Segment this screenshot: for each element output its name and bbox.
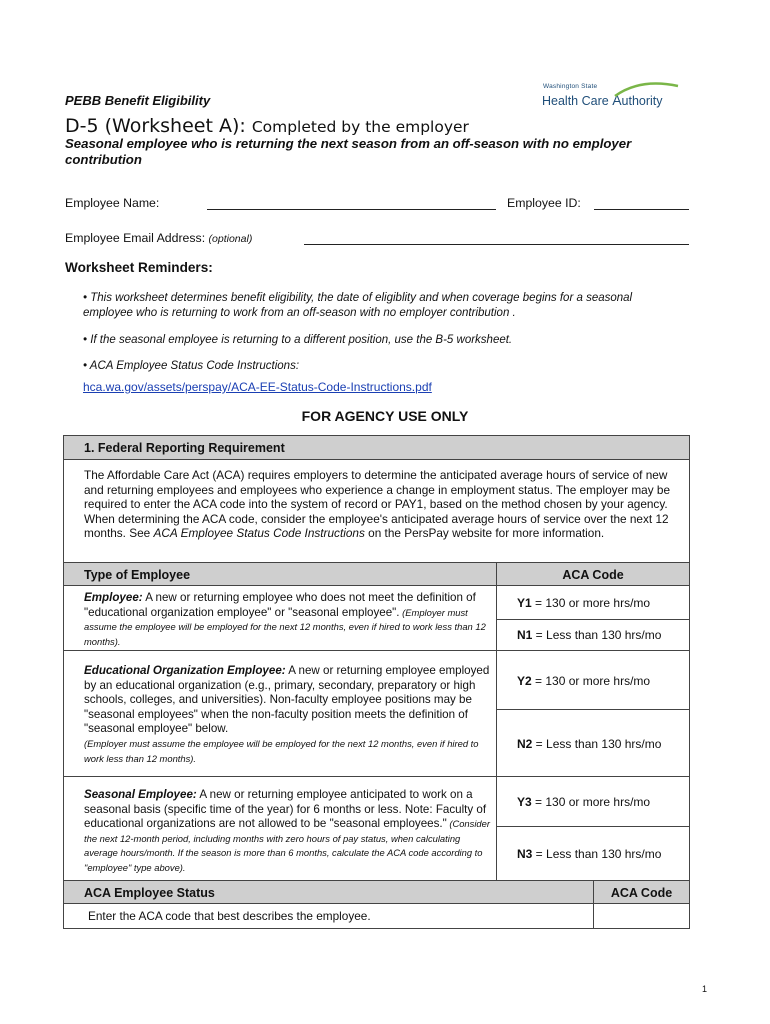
section1-header [63,435,690,460]
type-header-label: Type of Employee [84,568,191,582]
aca-instructions-link[interactable]: hca.wa.gov/assets/perspay/ACA-EE-Status-Code-Instructions.pdf [83,380,432,394]
type-header [63,562,497,586]
agency-use-heading: FOR AGENCY USE ONLY [301,408,469,424]
logo-state-text: Washington State [543,83,598,90]
aca-code-header [496,562,690,586]
aca-code-n2: N2 = Less than 130 hrs/mo [496,709,690,777]
aca-status-code-input[interactable] [593,903,690,929]
educational-type-cell [63,650,497,777]
aca-code-n1: N1 = Less than 130 hrs/mo [496,619,690,651]
page-title: D-5 (Worksheet A): Completed by the employer [65,115,469,137]
aca-status-header-label: ACA Employee Status [84,886,215,900]
aca-code-y3: Y3 = 130 or more hrs/mo [496,776,690,827]
aca-status-instruction-cell [63,903,594,929]
employee-id-label: Employee ID: [507,196,581,210]
section1-body [63,459,690,563]
aca-status-code-header-label: ACA Code [610,886,673,900]
employee-name-field[interactable] [207,209,496,210]
reminders-heading: Worksheet Reminders: [65,260,213,275]
page-subtitle: Seasonal employee who is returning the next season from an off-season with no employer contribution [65,136,632,167]
employee-name-label: Employee Name: [65,196,160,210]
aca-status-header [63,880,594,904]
aca-code-y1: Y1 = 130 or more hrs/mo [496,585,690,620]
hca-logo [540,80,680,112]
reminder-item: • This worksheet determines benefit eligibility, the date of eligiblity and when coverage begins for a seasonal employee who is returning to work from an off-season with no employer contribution . [83,292,633,319]
reminder-item: • ACA Employee Status Code Instructions: [83,360,300,372]
aca-status-instruction: Enter the ACA code that best describes the employee. [88,909,371,923]
employee-type-text: Employee: A new or returning employee who does not meet the definition of "educational organization employee" or "seasonal employee". (Employer must assume the employee will be employed for the next 12 months, even if hired to work less than 12 months). [84,591,486,647]
aca-status-code-header [593,880,690,904]
section1-paragraph: The Affordable Care Act (ACA) requires employers to determine the anticipated average hours of service of new and returning employees and employees who experience a change in employment status. The employer may be required to enter the ACA code into the system of record or PAY1, based on the method chosen by your agency. When determining the ACA code, consider the employee's anticipated average hours of service over the next 12 months. See ACA Employee Status Code Instructions on the PersPay website for more information. [84,468,671,541]
email-field[interactable] [304,244,689,245]
employee-id-field[interactable] [594,209,689,210]
email-label: Employee Email Address: (optional) [65,231,253,245]
logo-swoosh-icon [610,80,680,100]
page-number: 1 [702,984,708,994]
employee-type-cell [63,585,497,651]
aca-code-header-label: ACA Code [562,568,624,582]
aca-code-n3: N3 = Less than 130 hrs/mo [496,826,690,881]
section1-title: 1. Federal Reporting Requirement [84,441,285,455]
educational-type-text: Educational Organization Employee: A new or returning employee employed by an educational organization (e.g., primary, secondary, preparatory or high schools, colleges, and universities). Non-faculty employee positions may be "seasonal employees" when the non-faculty position meets the definition of "seasonal employee" below. (Employer must assume the employee will be employed for the next 12 months, even if hired to work less than 12 months). [84,664,490,764]
program-label: PEBB Benefit Eligibility [65,93,211,108]
seasonal-type-text: Seasonal Employee: A new or returning employee anticipated to work on a seasonal basis (specific time of the year) for 6 months or less. Note: Faculty of educational organizations are not allowed to be "seasonal employees." (Consider the next 12-month period, including months with zero hours of pay status, when calculating average hours/month. If the season is more than 6 months, calculate the ACA code according to "employee" type above). [84,788,490,873]
aca-code-y2: Y2 = 130 or more hrs/mo [496,650,690,710]
seasonal-type-cell [63,776,497,881]
reminder-item: • If the seasonal employee is returning to a different position, use the B-5 worksheet. [83,334,513,346]
logo-agency-text: Health Care Authority [542,92,663,108]
